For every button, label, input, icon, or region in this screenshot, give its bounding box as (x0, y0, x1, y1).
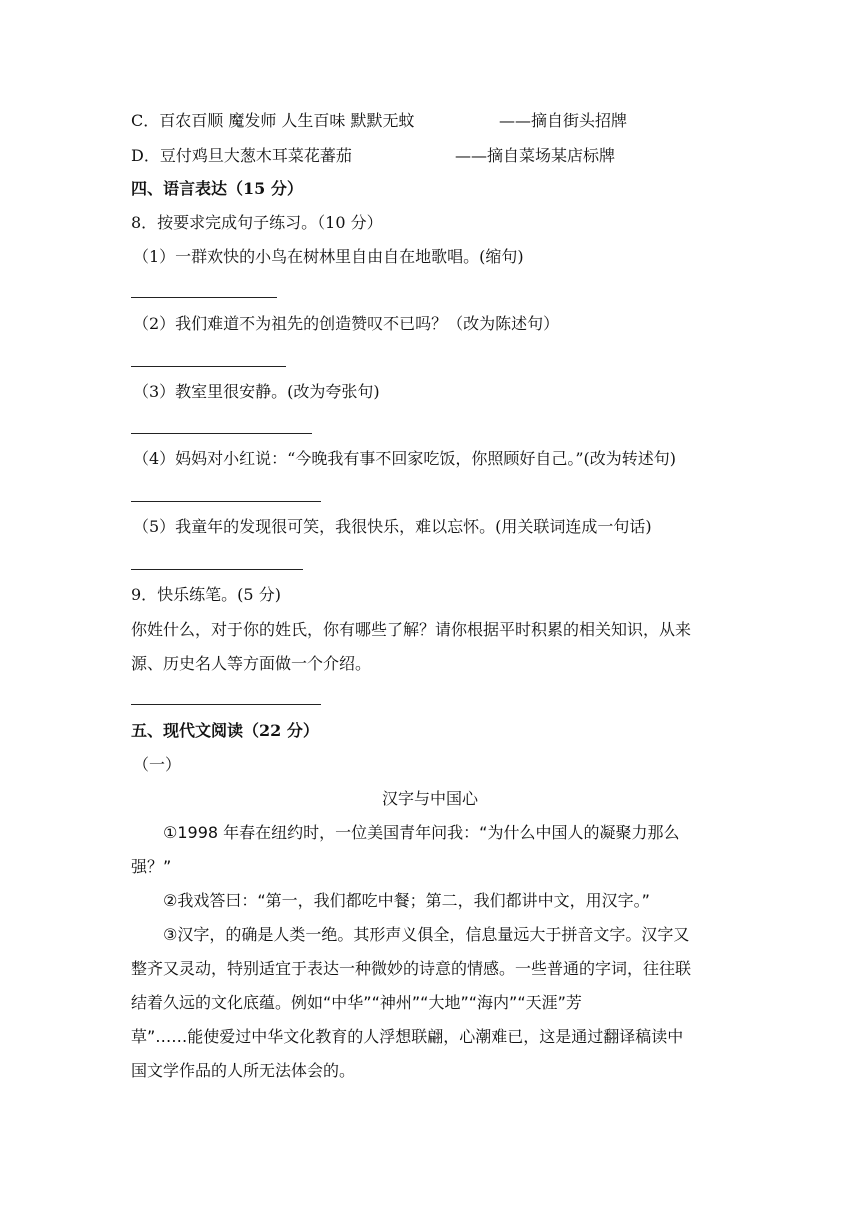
question-8-item-5: （5）我童年的发现很可笑，我很快乐，难以忘怀。(用关联词连成一句话) (133, 517, 652, 536)
section-heading-modern-reading: 五、现代文阅读（22 分） (131, 721, 319, 740)
essay-paragraph-3-line-3: 结着久远的文化底蕴。例如“中华”“神州”“大地”“海内”“天涯”芳 (131, 993, 582, 1012)
question-9-title: 9．快乐练笔。(5 分) (131, 585, 281, 604)
question-9-prompt-line-1: 你姓什么，对于你的姓氏，你有哪些了解？请你根据平时积累的相关知识，从来 (131, 620, 692, 639)
essay-paragraph-3-line-5: 国文学作品的人所无法体会的。 (131, 1061, 356, 1080)
question-8-item-3: （3）教室里很安静。(改为夸张句) (133, 382, 380, 401)
answer-line-9 (131, 704, 321, 705)
question-9-prompt-line-2: 源、历史名人等方面做一个介绍。 (131, 654, 372, 673)
question-8-title: 8．按要求完成句子练习。（10 分） (131, 213, 383, 232)
essay-paragraph-1-line-2: 强？” (131, 857, 172, 876)
essay-paragraph-3-line-1: ③汉字，的确是人类一绝。其形声义俱全，信息量远大于拼音文字。汉字又 (163, 925, 690, 944)
essay-title: 汉字与中国心 (381, 789, 478, 808)
essay-paragraph-3-line-2: 整齐又灵动，特别适宜于表达一种微妙的诗意的情感。一些普通的字词，往往联 (131, 959, 692, 978)
question-8-item-4: （4）妈妈对小红说：“今晚我有事不回家吃饭，你照顾好自己。”(改为转述句) (133, 449, 677, 468)
option-d: D．豆付鸡旦大葱木耳菜花蕃茄 (131, 146, 352, 165)
answer-line-3 (131, 433, 312, 434)
section-heading-language-expression: 四、语言表达（15 分） (131, 179, 303, 198)
essay-paragraph-1-line-1: ①1998 年春在纽约时，一位美国青年问我：“为什么中国人的凝聚力那么 (163, 823, 680, 842)
answer-line-1 (131, 297, 277, 298)
answer-line-4 (131, 501, 321, 502)
reading-part-label: （一） (133, 755, 182, 774)
question-8-item-2: （2）我们难道不为祖先的创造赞叹不已吗？（改为陈述句） (133, 314, 560, 333)
answer-line-5 (131, 569, 303, 570)
essay-paragraph-2: ②我戏答曰：“第一，我们都吃中餐；第二，我们都讲中文，用汉字。” (163, 891, 650, 910)
option-d-source: ——摘自菜场某店标牌 (455, 146, 616, 165)
option-c-source: ——摘自街头招牌 (499, 111, 628, 130)
option-c: C．百农百顺 魔发师 人生百味 默默无蚊 (131, 111, 415, 130)
essay-paragraph-3-line-4: 草”……能使爱过中华文化教育的人浮想联翩，心潮难已，这是通过翻译稿读中 (131, 1027, 684, 1046)
answer-line-2 (131, 366, 286, 367)
question-8-item-1: （1）一群欢快的小鸟在树林里自由自在地歌唱。(缩句) (133, 247, 524, 266)
